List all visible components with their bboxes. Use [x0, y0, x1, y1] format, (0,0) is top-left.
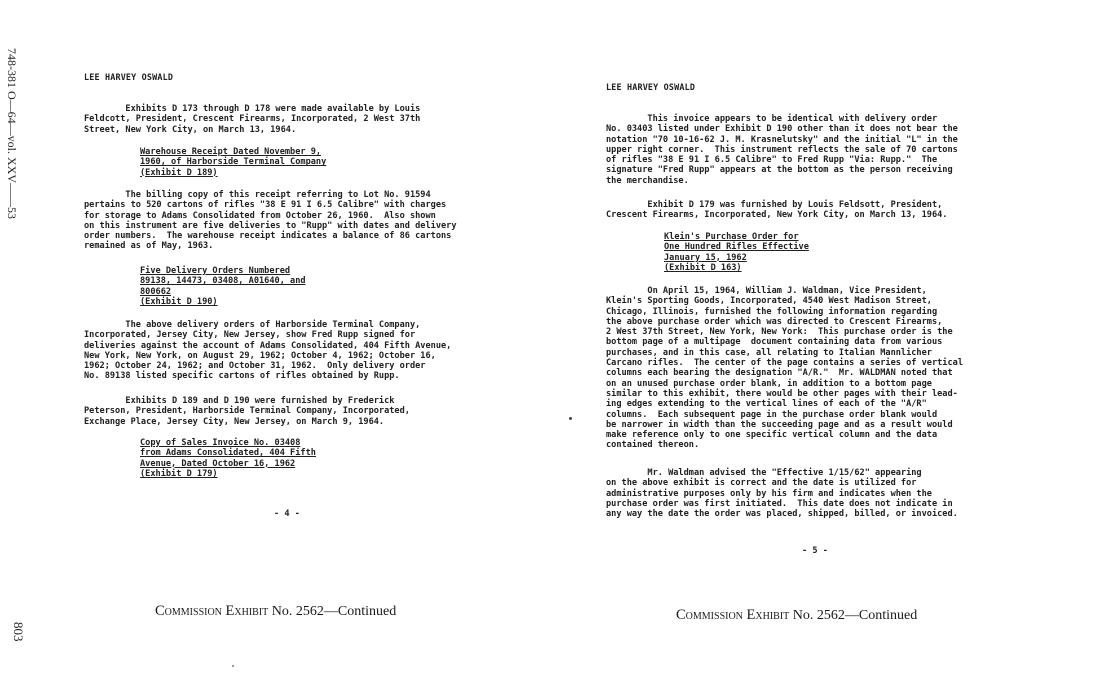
- left-caption-label: Commission Exhibit: [155, 603, 269, 619]
- left-para-exhibits-d173: Exhibits D 173 through D 178 were made available by Louis Feldcott, President, Crescent Firearms, Incorporated, 2 West 37th Street, New York City, on March 13, 1964.: [84, 104, 421, 135]
- right-caption: [676, 607, 917, 624]
- left-page-number: - 4 -: [274, 509, 300, 519]
- left-para-billing-copy: The billing copy of this receipt referring to Lot No. 91594 pertains to 520 cartons of rifles "38 E 91 I 6.5 Calibre" with charges for storage to Adams Consolidated from October 26, 1960. Also shown on this instrument are five deliveries to "Rupp" with dates and delivery order numbers. The warehouse receipt indicates a balance of 86 cartons remained as of May, 1963.: [84, 190, 457, 252]
- margin-catalog-id: 748-381 O—64—vol. XXV——53: [5, 48, 19, 219]
- left-para-exhibits-furnished: Exhibits D 189 and D 190 were furnished by Frederick Peterson, President, Harborside Terminal Company, Incorporated, Exchange Place, Jersey City, New Jersey, on March 9, 1964.: [84, 396, 410, 427]
- left-caption: [155, 603, 396, 620]
- right-page-header: LEE HARVEY OSWALD: [606, 82, 696, 92]
- right-caption-label: Commission Exhibit: [676, 607, 790, 623]
- left-para-delivery-orders: The above delivery orders of Harborside Terminal Company, Incorporated, Jersey City, New Jersey, show Fred Rupp signed for deliveries against the account of Adams Consolidated, 404 Fifth Avenue, New York, New York, on August 29, 1962; October 4, 1962; October 16, 1962; October 24, 1962; and October 31, 1962. Only delivery order No. 89138 listed specific cartons of rifles obtained by Rupp.: [84, 320, 452, 382]
- left-heading-warehouse-receipt: Warehouse Receipt Dated November 9, 1960, of Harborside Terminal Company (Exhibit D 189): [140, 147, 327, 178]
- right-heading-kleins-purchase-order: Klein's Purchase Order for One Hundred Rifles Effective January 15, 1962 (Exhibit D 163): [664, 232, 809, 273]
- right-caption-number: No. 2562—Continued: [792, 608, 918, 623]
- left-page-header: LEE HARVEY OSWALD: [84, 72, 174, 82]
- left-heading-sales-invoice: Copy of Sales Invoice No. 03408 from Adams Consolidated, 404 Fifth Avenue, Dated October 16, 1962 (Exhibit D 179): [140, 438, 316, 479]
- scan-speck: [232, 665, 234, 667]
- right-page-number: - 5 -: [802, 546, 828, 556]
- right-para-invoice-identical: This invoice appears to be identical with delivery order No. 03403 listed under Exhibit D 190 other than it does not bear the notation "70 10-16-62 J. M. Krasnelutsky" and the initial "L" in the upper right corner. This instrument reflects the sale of 70 cartons of rifles "38 E 91 I 6.5 Calibre" to Fred Rupp "Via: Rupp." The signature "Fred Rupp" appears at the bottom as the person receiving the merchandise.: [606, 114, 958, 186]
- right-para-waldman-advised: Mr. Waldman advised the "Effective 1/15/62" appearing on the above exhibit is correct and the date is utilized for administrative purposes only by his firm and indicates when the purchase order was first initiated. This date does not indicate in any way the date the order was placed, shipped, billed, or invoiced.: [606, 468, 958, 520]
- right-para-waldman-info: On April 15, 1964, William J. Waldman, Vice President, Klein's Sporting Goods, Incorporated, 4540 West Madison Street, Chicago, Illinois, furnished the following information regarding the above purchase order which was directed to Crescent Firearms, 2 West 37th Street, New York, New York: This purchase order is the bottom page of a multipage document containing data from various purchases, and in this case, all relating to Italian Mannlicher Carcano rifles. The center of the page contains a series of vertical columns each bearing the designation "A/R." Mr. WALDMAN noted that on an unused purchase order blank, in addition to a bottom page similar to this exhibit, there would be other pages with their lead- ing edges extending to the vertical lines of each of the "A/R" columns. Each subsequent page in the purchase order blank would be narrower in width than the succeeding page and as a result would make reference only to one specific vertical column and the data contained thereon.: [606, 286, 963, 451]
- right-para-exhibit-d179: Exhibit D 179 was furnished by Louis Feldsott, President, Crescent Firearms, Incorporated, New York City, on March 13, 1964.: [606, 200, 948, 221]
- stray-mark: [569, 417, 572, 420]
- margin-page-number: 803: [11, 622, 26, 642]
- left-caption-number: No. 2562—Continued: [271, 604, 397, 619]
- left-heading-delivery-orders: Five Delivery Orders Numbered 89138, 14473, 03408, A01640, and 800662 (Exhibit D 190): [140, 266, 306, 307]
